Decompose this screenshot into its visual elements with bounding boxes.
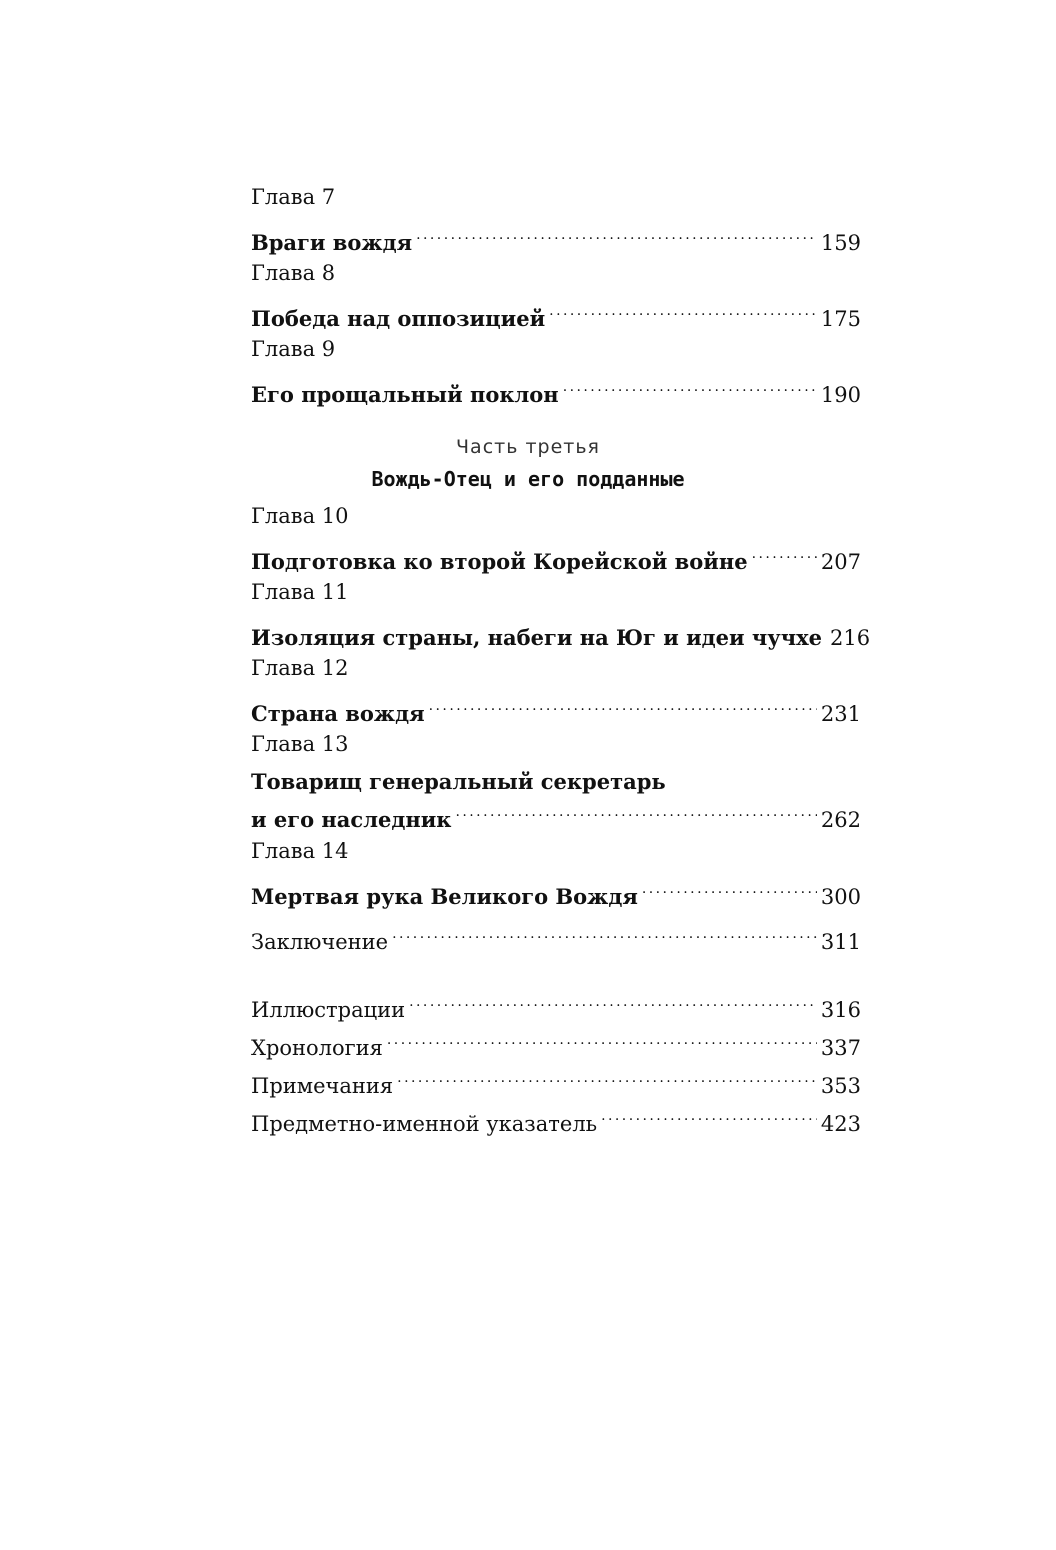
toc-entry-illustrations[interactable]: [251, 987, 861, 1022]
chapter-label: Глава 9: [251, 337, 336, 361]
toc-entry-conclusion[interactable]: [251, 919, 861, 954]
chapter-title: и его наследник: [251, 807, 452, 832]
chapter-label: Глава 14: [251, 839, 349, 863]
leader-dots: [455, 797, 816, 827]
toc-entry-chapter-7[interactable]: [251, 220, 861, 255]
leader-dots: [387, 1025, 817, 1055]
chapter-title: Изоляция страны, набеги на Юг и идеи чучхе: [251, 625, 822, 650]
chapter-label: Глава 10: [251, 504, 349, 528]
page-number: 216: [830, 626, 871, 650]
leader-dots: [549, 296, 817, 326]
section-title: Примечания: [251, 1074, 394, 1098]
page-number: 423: [820, 1112, 861, 1136]
page-number: 159: [820, 231, 861, 255]
chapter-title: Подготовка ко второй Корейской войне: [251, 549, 748, 574]
page-number: 337: [820, 1036, 861, 1060]
toc-entry-chapter-9[interactable]: [251, 372, 861, 407]
leader-dots: [752, 539, 817, 569]
leader-dots: [409, 987, 817, 1017]
chapter-title: Победа над оппозицией: [251, 306, 546, 331]
chapter-label: Глава 11: [251, 580, 349, 604]
page-number: 353: [820, 1074, 861, 1098]
section-title: Иллюстрации: [251, 998, 406, 1022]
page-number: 300: [820, 885, 861, 909]
toc-entry-chapter-13[interactable]: [251, 797, 861, 832]
part-subtitle: Часть третья: [456, 436, 600, 458]
leader-dots: [563, 372, 817, 402]
leader-dots: [392, 919, 817, 949]
page-number: 316: [820, 998, 861, 1022]
chapter-label: Глава 12: [251, 656, 349, 680]
toc-entry-chapter-12[interactable]: [251, 691, 861, 726]
toc-entry-chapter-8[interactable]: [251, 296, 861, 331]
leader-dots: [642, 874, 817, 904]
toc-entry-chronology[interactable]: [251, 1025, 861, 1060]
leader-dots: [429, 691, 817, 721]
section-title: Предметно-именной указатель: [251, 1112, 598, 1136]
toc-entry-chapter-14[interactable]: [251, 874, 861, 909]
toc-entry-chapter-13-line1[interactable]: [251, 767, 861, 797]
toc-entry-chapter-10[interactable]: [251, 539, 861, 574]
toc-entry-index[interactable]: [251, 1101, 861, 1136]
leader-dots: [601, 1101, 817, 1131]
chapter-label: Глава 13: [251, 732, 349, 756]
page-number: 175: [820, 307, 861, 331]
page-number: 190: [820, 383, 861, 407]
page-number: 231: [820, 702, 861, 726]
toc-entry-chapter-11[interactable]: [251, 615, 871, 650]
chapter-title: Его прощальный поклон: [251, 382, 559, 407]
page-number: 207: [820, 550, 861, 574]
page-number: 262: [820, 808, 861, 832]
chapter-title: Мертвая рука Великого Вождя: [251, 884, 638, 909]
part-title: Вождь-Отец и его подданные: [371, 467, 685, 491]
section-title: Хронология: [251, 1036, 383, 1060]
chapter-title: Товарищ генеральный секретарь: [251, 769, 666, 794]
section-title: Заключение: [251, 930, 389, 954]
chapter-title: Страна вождя: [251, 701, 425, 726]
chapter-label: Глава 7: [251, 185, 336, 209]
leader-dots: [397, 1063, 817, 1093]
leader-dots: [416, 220, 817, 250]
chapter-label: Глава 8: [251, 261, 336, 285]
toc-entry-notes[interactable]: [251, 1063, 861, 1098]
page-number: 311: [820, 930, 861, 954]
chapter-title: Враги вождя: [251, 230, 413, 255]
